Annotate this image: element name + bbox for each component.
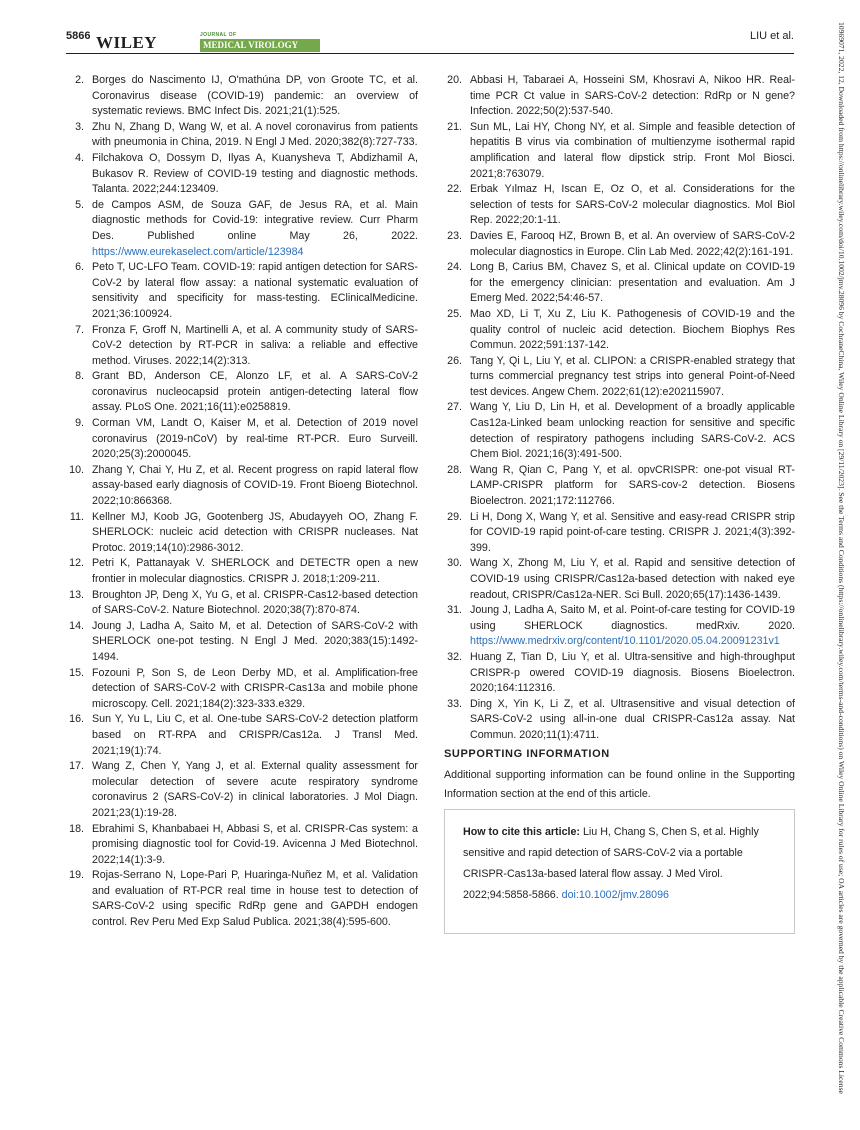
references-right-column <box>444 73 795 744</box>
reference-item <box>66 666 418 713</box>
reference-item <box>444 510 795 557</box>
citation-doi-link[interactable]: doi:10.1002/jmv.28096 <box>561 889 670 901</box>
reference-item <box>66 120 418 151</box>
reference-number: 24. <box>447 261 462 274</box>
reference-text: Sun Y, Yu L, Liu C, et al. One-tube SARS-CoV-2 detection platform based on RT-RPA and CRISPR/Cas12a. J Transl Med. 2021;19(1):74. <box>92 713 418 757</box>
reference-text: Grant BD, Anderson CE, Alonzo LF, et al. A SARS-CoV-2 coronavirus nucleocapsid protein antigen-detecting lateral flow assay. PLoS One. 2021;16(11):e0258819. <box>92 370 418 414</box>
journal-logo-name: MEDICAL VIROLOGY <box>200 39 320 52</box>
reference-number: 22. <box>447 183 462 196</box>
reference-item <box>66 260 418 322</box>
reference-text: Wang Y, Liu D, Lin H, et al. Development of a broadly applicable Cas12a-Linked beam unlocking reaction for sensitive and specific detection of respiratory pathogens including SARS-CoV-2. ACS Chem Biol. 2021;16(3):491-500. <box>470 401 795 461</box>
reference-item <box>66 588 418 619</box>
reference-text: Long B, Carius BM, Chavez S, et al. Clinical update on COVID-19 for the emergency clinician: presentation and evaluation. Am J Emerg Med. 2022;54:46-57. <box>470 261 795 305</box>
reference-number: 18. <box>69 822 84 835</box>
supporting-information <box>444 748 795 804</box>
references-left-column <box>66 73 418 931</box>
journal-logo-top: JOURNAL OF <box>200 32 237 38</box>
reference-number: 12. <box>69 557 84 570</box>
reference-text: Ebrahimi S, Khanbabaei H, Abbasi S, et al. CRISPR-Cas system: a promising diagnostic tool for Covid-19. Avicenna J Med Biotechnol. 2022;14(1):3-9. <box>92 822 418 866</box>
reference-item <box>66 868 418 930</box>
reference-number: 9. <box>75 417 84 430</box>
reference-item <box>444 307 795 354</box>
reference-item <box>444 556 795 603</box>
reference-number: 16. <box>69 713 84 726</box>
reference-number: 11. <box>69 510 84 523</box>
reference-item <box>444 603 795 650</box>
reference-text: Fozouni P, Son S, de Leon Derby MD, et al. Amplification-free detection of SARS-CoV-2 with CRISPR-Cas13a and mobile phone microscopy. Cell. 2021;184(2):323-333.e329. <box>92 666 418 710</box>
reference-text: Zhang Y, Chai Y, Hu Z, et al. Recent progress on rapid lateral flow assay-based early diagnosis of COVID-19. Front Bioeng Biotechnol. 2022;10:866368. <box>92 463 418 508</box>
reference-item <box>66 759 418 821</box>
running-author: LIU et al. <box>749 30 794 42</box>
reference-text: Kellner MJ, Koob JG, Gootenberg JS, Abudayyeh OO, Zhang F. SHERLOCK: nucleic acid detection with CRISPR nucleases. Nat Protoc. 2019;14(10):2986-3012. <box>92 510 418 554</box>
reference-item <box>66 416 418 463</box>
citation-text: Liu H, Chang S, Chen S, et al. Highly sensitive and rapid detection of SARS-CoV-2 via a portable CRISPR-Cas13a-based lateral flow assay. J Med Virol. 2022;94:5858-5866. <box>463 826 759 901</box>
reference-item <box>444 697 795 744</box>
reference-item <box>444 229 795 260</box>
reference-number: 20. <box>447 74 462 86</box>
reference-number: 2. <box>75 74 84 86</box>
reference-item <box>66 323 418 370</box>
journal-logo <box>200 32 320 52</box>
reference-number: 7. <box>75 323 84 336</box>
citation-box <box>444 809 795 934</box>
reference-link[interactable]: https://www.eurekaselect.com/article/123984 <box>92 245 304 258</box>
reference-number: 17. <box>69 760 84 773</box>
reference-item <box>444 120 795 182</box>
reference-number: 25. <box>447 307 462 320</box>
reference-number: 8. <box>75 370 84 383</box>
page-number: 5866 <box>66 30 91 42</box>
download-sidebar: 10969071, 2022, 12, Downloaded from https://onlinelibrary.wiley.com/doi/10.1002/jmv.28096 by CochraneChina, Wiley Online Library on [29/11/2023]. See the Terms and Conditions (https://onlinelibrary.wiley.com/terms-and-conditions) on Wiley Online Library for rules of use; OA articles are governed by the applicable Creative Commons License <box>837 22 846 1094</box>
reference-text: Wang R, Qian C, Pang Y, et al. opvCRISPR: one-pot visual RT-LAMP-CRISPR platform for SARS-cov-2 detection. Biosens Bioelectron. 2021;172:112766. <box>470 463 795 508</box>
reference-item <box>66 463 418 510</box>
reference-item <box>444 400 795 462</box>
reference-number: 3. <box>75 120 84 133</box>
reference-number: 30. <box>447 557 462 570</box>
reference-number: 28. <box>447 463 462 476</box>
reference-number: 10. <box>69 463 84 476</box>
reference-item <box>66 73 418 120</box>
reference-item <box>444 260 795 307</box>
reference-item <box>66 822 418 869</box>
publisher-logo: WILEY <box>96 33 158 52</box>
reference-text: Petri K, Pattanayak V. SHERLOCK and DETECTR open a new frontier in molecular diagnostics. CRISPR J. 2018;1:209-211. <box>92 557 418 585</box>
reference-text: Rojas-Serrano N, Lope-Pari P, Huaringa-Nuñez M, et al. Validation and evaluation of RT-PCR real time in house test to detection of SARS-CoV-2 using specific RdRp gene and GAPDH endogen control. Rev Peru Med Exp Salud Publica. 2021;38(4):595-600. <box>92 869 418 929</box>
reference-number: 23. <box>447 229 462 242</box>
reference-number: 14. <box>69 619 84 632</box>
reference-item <box>444 182 795 229</box>
reference-text: Wang Z, Chen Y, Yang J, et al. External quality assessment for molecular detection of severe acute respiratory syndrome coronavirus 2 (SARS-CoV-2) in clinical laboratories. J Mol Diagn. 2021;23(1):19-28. <box>92 760 418 819</box>
supporting-text: Additional supporting information can be found online in the Supporting Information section at the end of this article. <box>444 769 795 800</box>
reference-item <box>66 510 418 557</box>
reference-text: Peto T, UC-LFO Team. COVID-19: rapid antigen detection for SARS-CoV-2 by lateral flow assay: a national systematic evaluation of sensitivity and specificity for mass-testing. EClinicalMedicine. 2021;36:100924. <box>92 261 418 320</box>
page-header <box>66 30 796 58</box>
reference-item <box>444 73 795 120</box>
reference-number: 6. <box>75 261 84 274</box>
reference-number: 15. <box>69 666 84 679</box>
reference-text: Tang Y, Qi L, Liu Y, et al. CLIPON: a CRISPR-enabled strategy that turns commercial pregnancy test strips into general Point-of-Need test devices. Angew Chem. 2022;61(12):e202115907. <box>470 354 795 398</box>
reference-text: Wang X, Zhong M, Liu Y, et al. Rapid and sensitive detection of COVID-19 using CRISPR/Cas12a-based detection with naked eye readout, CRISPR/Cas12a-NER. Sci Bull. 2020;65(17):1436-1439. <box>470 557 795 601</box>
reference-text: Li H, Dong X, Wang Y, et al. Sensitive and easy-read CRISPR strip for COVID-19 rapid point-of-care testing. CRISPR J. 2021;4(3):392-399. <box>470 510 795 554</box>
reference-item <box>444 354 795 401</box>
reference-text: Filchakova O, Dossym D, Ilyas A, Kuanysheva T, Abdizhamil A, Bukasov R. Review of COVID-19 testing and diagnostic methods. Talanta. 2022;244:123409. <box>92 151 418 196</box>
reference-text: Sun ML, Lai HY, Chong NY, et al. Simple and feasible detection of hepatitis B virus via combination of multienzyme isothermal rapid amplification and lateral flow dipstick strip. Front Mol Biosci. 2021;8:763079. <box>470 120 795 180</box>
reference-item <box>66 556 418 587</box>
reference-text: Zhu N, Zhang D, Wang W, et al. A novel coronavirus from patients with pneumonia in China, 2019. N Engl J Med. 2020;382(8):727-733. <box>92 120 418 149</box>
reference-number: 29. <box>447 510 462 523</box>
reference-link[interactable]: https://www.medrxiv.org/content/10.1101/2020.05.04.20091231v1 <box>470 635 780 648</box>
supporting-heading: SUPPORTING INFORMATION <box>444 748 610 760</box>
header-rule <box>66 53 794 54</box>
reference-item <box>66 712 418 759</box>
reference-text: Fronza F, Groff N, Martinelli A, et al. A community study of SARS-CoV-2 detection by RT-PCR in saliva: a reliable and effective method. Viruses. 2022;14(2):313. <box>92 323 418 367</box>
citation-label: How to cite this article: <box>463 826 580 838</box>
reference-text: Broughton JP, Deng X, Yu G, et al. CRISPR-Cas12-based detection of SARS-CoV-2. Nature Biotechnol. 2020;38(7):870-874. <box>92 588 418 617</box>
reference-text: Corman VM, Landt O, Kaiser M, et al. Detection of 2019 novel coronavirus (2019-nCoV) by real-time RT-PCR. Euro Surveill. 2020;25(3):2000045. <box>92 417 418 461</box>
reference-text: Davies E, Farooq HZ, Brown B, et al. An overview of SARS-CoV-2 molecular diagnostics in Europe. Clin Lab Med. 2022;42(2):161-191. <box>470 229 795 258</box>
reference-number: 4. <box>75 151 84 164</box>
reference-text: Mao XD, Li T, Xu Z, Liu K. Pathogenesis of COVID-19 and the quality control of nucleic acid detection. Biochem Biophys Res Commun. 2022;591:137-142. <box>470 307 795 352</box>
reference-number: 31. <box>447 604 462 617</box>
reference-list-left <box>66 73 418 931</box>
reference-list-right <box>444 73 795 744</box>
reference-text: Joung J, Ladha A, Saito M, et al. Point-of-care testing for COVID-19 using SHERLOCK diagnostics. medRxiv. 2020. <box>470 604 795 632</box>
reference-number: 33. <box>447 697 462 710</box>
reference-item <box>66 151 418 198</box>
reference-number: 27. <box>447 401 462 414</box>
reference-text: Borges do Nascimento IJ, O'mathúna DP, von Groote TC, et al. Coronavirus disease (COVID-19) pandemic: an overview of systematic reviews. BMC Infect Dis. 2021;21(1):525. <box>92 74 418 118</box>
reference-number: 5. <box>75 198 84 211</box>
reference-item <box>66 198 418 260</box>
reference-number: 26. <box>447 354 462 367</box>
reference-text: Ding X, Yin K, Li Z, et al. Ultrasensitive and visual detection of SARS-CoV-2 using all-in-one dual CRISPR-Cas12a assay. Nat Commun. 2020;11(1):4711. <box>470 697 795 741</box>
reference-text: Huang Z, Tian D, Liu Y, et al. Ultra-sensitive and high-throughput CRISPR-p owered COVID-19 diagnosis. Biosens Bioelectron. 2020;164:112316. <box>470 650 795 695</box>
reference-number: 13. <box>69 588 84 601</box>
reference-item <box>444 463 795 510</box>
reference-number: 32. <box>447 650 462 663</box>
reference-text: Abbasi H, Tabaraei A, Hosseini SM, Khosravi A, Nikoo HR. Real-time PCR Ct value in SARS-CoV-2 detection: RdRp or N gene? Infection. 2022;50(2):537-540. <box>470 74 795 118</box>
reference-text: de Campos ASM, de Souza GAF, de Jesus RA, et al. Main diagnostic methods for Covid-19: integrative review. Curr Pharm Des. Published online May 26, 2022. <box>92 198 418 242</box>
reference-number: 19. <box>69 869 84 882</box>
reference-item <box>444 650 795 697</box>
reference-number: 21. <box>447 120 462 133</box>
reference-item <box>66 369 418 416</box>
reference-text: Joung J, Ladha A, Saito M, et al. Detection of SARS-CoV-2 with SHERLOCK one-pot testing. N Engl J Med. 2020;383(15):1492-1494. <box>92 619 418 663</box>
reference-text: Erbak Yılmaz H, Iscan E, Oz O, et al. Considerations for the selection of tests for SARS-CoV-2 molecular diagnostics. Mol Biol Rep. 2022;20:1-11. <box>470 183 795 227</box>
reference-item <box>66 619 418 666</box>
